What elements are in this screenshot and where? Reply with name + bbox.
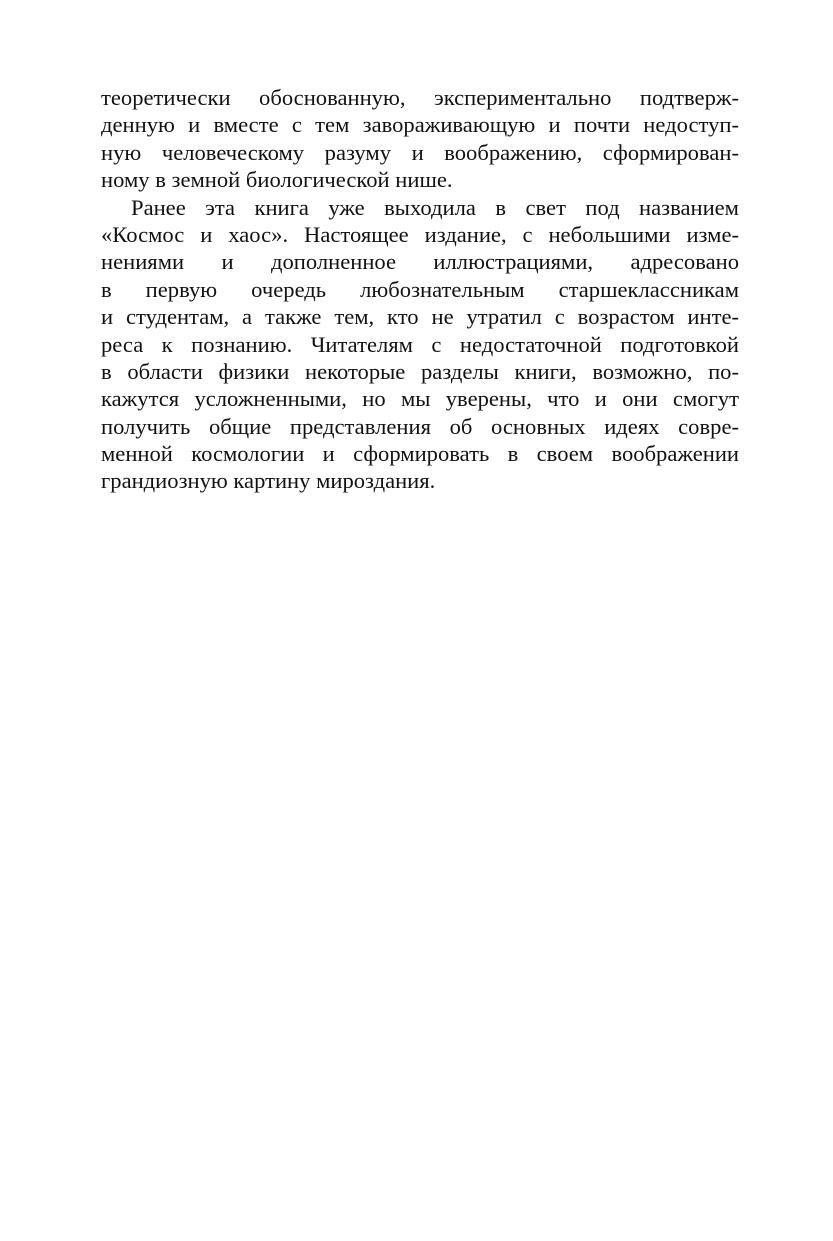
text-line: ному в земной биологической нише. [101,167,453,193]
page-body [101,84,739,495]
text-line: грандиозную картину мироздания. [101,468,436,494]
text-line: нениями и дополненное иллюстрациями, адресовано [101,249,739,275]
text-line: получить общие представления об основных идеях совре- [101,413,739,439]
text-line: теоретически обоснованную, экспериментально подтверж- [101,85,739,110]
paragraph-1 [101,84,739,194]
text-line: реса к познанию. Читателям с недостаточной подготовкой [101,331,739,357]
text-line: в первую очередь любознательным старшеклассникам [101,276,739,302]
text-line: «Космос и хаос». Настоящее издание, с небольшими изме- [101,221,739,247]
text-line: в области физики некоторые разделы книги, возможно, по- [101,358,739,384]
text-line: Ранее эта книга уже выходила в свет под названием [131,194,739,220]
text-line: кажутся усложненными, но мы уверены, что и они смогут [101,386,739,412]
text-line: денную и вместе с тем завораживающую и почти недоступ- [101,112,739,138]
paragraph-2 [101,194,739,495]
text-line: и студентам, а также тем, кто не утратил с возрастом инте- [101,304,739,330]
text-line: менной космологии и сформировать в своем воображении [101,441,739,467]
text-line: ную человеческому разуму и воображению, сформирован- [101,139,739,165]
